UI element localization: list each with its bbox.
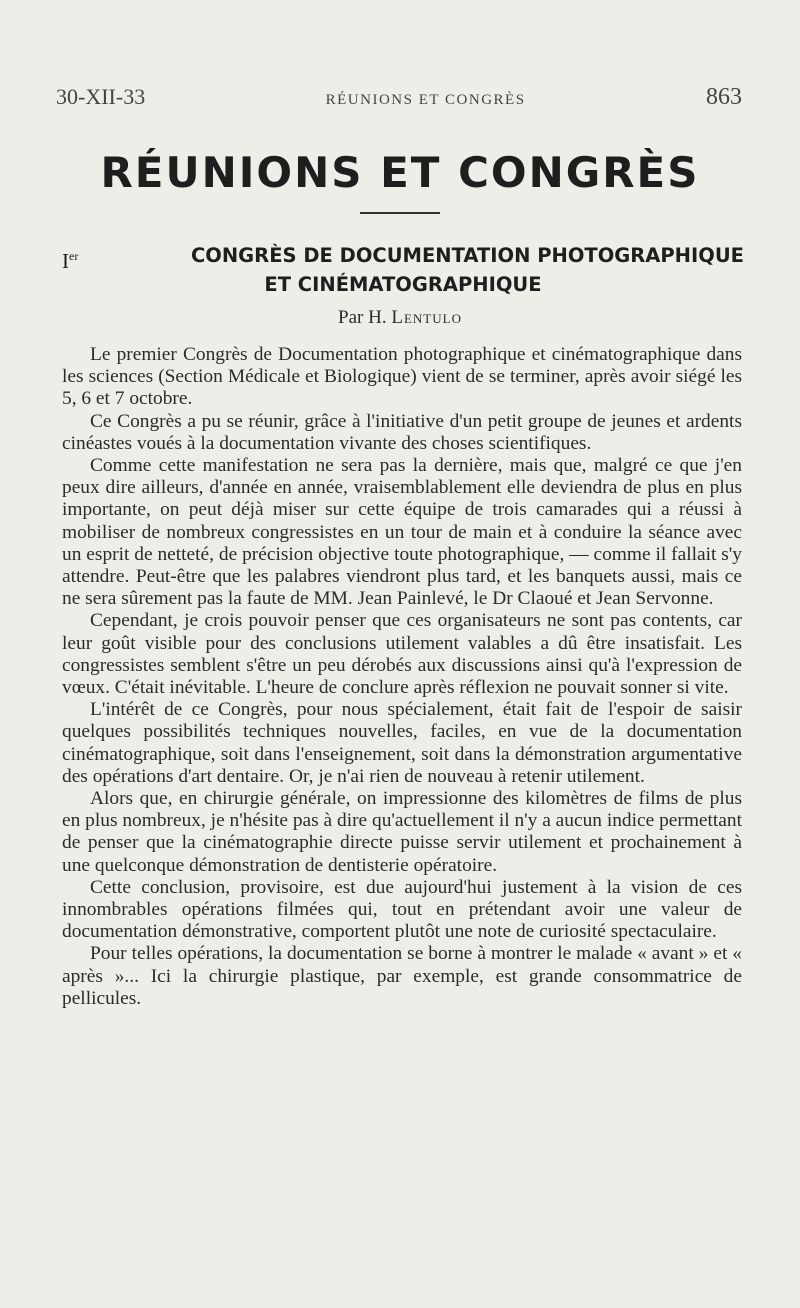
running-head [56,84,742,114]
byline-prefix: Par H. [338,307,387,328]
title-divider [360,212,440,214]
heading-line1: CONGRÈS DE DOCUMENTATION PHOTOGRAPHIQUE [190,244,744,267]
section-title: RÉUNIONS ET CONGRÈS [325,92,526,108]
paragraph: Cependant, je crois pouvoir penser que ces organisateurs ne sont pas contents, car leur goût visible pour des conclusions utilement valables a dû être insatisfait. Les congressistes semblent s'être un peu dérobés aux discussions ainsi qu'à l'expression de vœux. C'était inévitable. L'heure de conclure après réflexion ne pouvait sonner si vite. [62,610,742,699]
heading-ordinal: Ier [62,249,79,273]
page-number: 863 [705,84,742,110]
article-heading [62,244,744,297]
issue-date: 30-XII-33 [56,84,146,109]
main-title: RÉUNIONS ET CONGRÈS [100,148,700,197]
article-body [62,344,742,1010]
paragraph: Cette conclusion, provisoire, est due aujourd'hui justement à la vision de ces innombrables opérations filmées qui, tout en prétendant avoir une valeur de documentation démonstrative, comportent plutôt une note de curiosité spectaculaire. [62,876,742,943]
author-name: Lentulo [391,307,462,328]
heading-line2: ET CINÉMATOGRAPHIQUE [264,273,542,296]
byline [0,307,800,329]
paragraph: L'intérêt de ce Congrès, pour nous spécialement, était fait de l'espoir de saisir quelques possibilités techniques nouvelles, faciles, en vue de la documentation cinématographique, soit dans l'enseignement, soit dans la démonstration argumentative des opérations d'art dentaire. Or, je n'ai rien de nouveau à retenir utilement. [62,699,742,787]
paragraph: Le premier Congrès de Documentation photographique et cinématographique dans les sciences (Section Médicale et Biologique) vient de se terminer, après avoir siégé les 5, 6 et 7 octobre. [62,344,742,410]
paragraph: Comme cette manifestation ne sera pas la dernière, mais que, malgré ce que j'en peux dire ailleurs, d'année en année, vraisemblablement elle deviendra de plus en plus importante, on peut déjà miser sur cette équipe de trois camarades qui a réussi à mobiliser de nombreux congressistes en un tour de main et à conduire la séance avec un esprit de netteté, de précision objective toute photographique, — comme il fallait s'y attendre. Peut-être que les palabres viendront plus tard, et les banquets aussi, mais ce ne sera sûrement pas la faute de MM. Jean Painlevé, le Dr Claoué et Jean Servonne. [62,455,742,610]
paragraph: Pour telles opérations, la documentation se borne à montrer le malade « avant » et « après »... Ici la chirurgie plastique, par exemple, est grande consommatrice de pellicules. [62,943,742,1009]
paragraph: Alors que, en chirurgie générale, on impressionne des kilomètres de films de plus en plus nombreux, je n'hésite pas à dire qu'actuellement il n'y a aucun indice permettant de penser que la cinématographie directe puisse servir utilement et prochainement à une quelconque démonstration de dentisterie opératoire. [62,788,742,876]
paragraph: Ce Congrès a pu se réunir, grâce à l'initiative d'un petit groupe de jeunes et ardents cinéastes voués à la documentation vivante des choses scientifiques. [62,410,742,454]
